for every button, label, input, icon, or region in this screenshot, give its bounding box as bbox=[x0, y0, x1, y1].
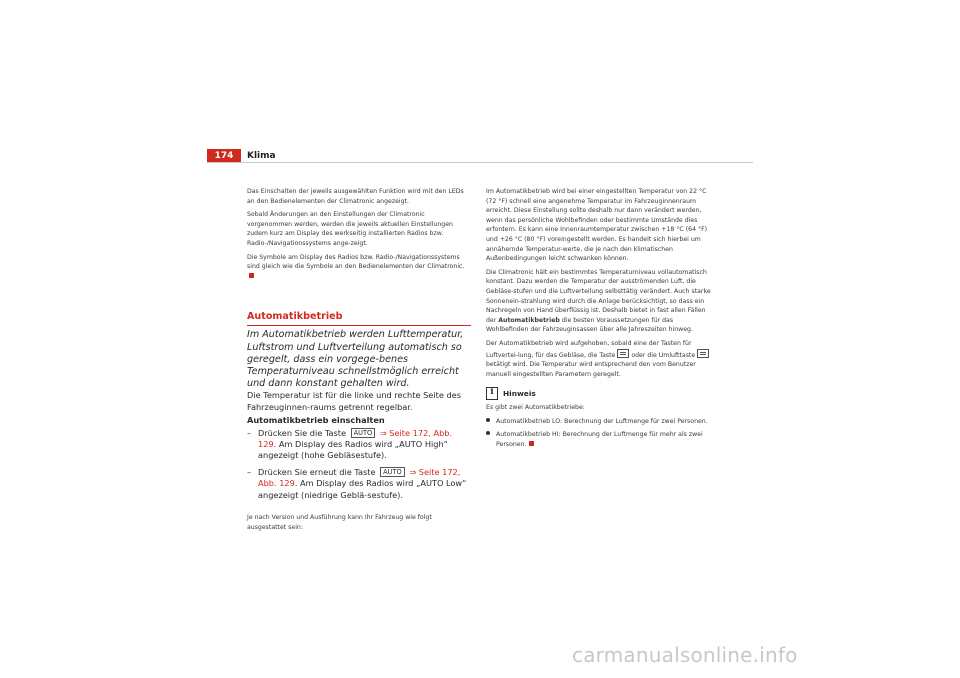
paragraph-climatronic-end: die besten Voraussetzungen für das Wohlbefinden der Fahrzeuginsassen über alle Jahreszeiten hinweg. bbox=[486, 316, 693, 334]
auto-key-icon: AUTO bbox=[351, 428, 376, 438]
step-text bbox=[258, 467, 471, 501]
right-column bbox=[486, 187, 712, 450]
paragraph-led-info: Das Einschalten der jeweils ausgewählten Funktion wird mit den LEDs an den Bedienelementen der Climatronic angezeigt. bbox=[247, 188, 464, 205]
list-item-text-wrap bbox=[496, 430, 712, 449]
automatikbetrieb-emphasis: Automatikbetrieb bbox=[498, 316, 560, 324]
header-rule bbox=[207, 162, 753, 163]
step-dash: – bbox=[247, 466, 252, 477]
list-item bbox=[486, 430, 712, 449]
steps-heading: Automatikbetrieb einschalten bbox=[247, 415, 385, 426]
paragraph-cancel-start: Der Automatikbetrieb wird aufgehoben, sobald eine der Tasten für Luftvertei-lung, für das Gebläse, die Taste bbox=[486, 339, 692, 359]
note-box bbox=[486, 387, 712, 449]
bullet-icon bbox=[486, 430, 496, 449]
paragraph-temperature: Im Automatikbetrieb wird bei einer eingestellten Temperatur von 22 °C (72 °F) schnell eine angenehme Temperatur im Fahrzeuginnenraum erreicht. Diese Einstellung sollte deshalb nur dann verändert werden, wenn das persönliche Wohlbefinden oder bestimmte Umstände dies erfordern. Es kann eine Innenraumtemperatur zwischen +18 °C (64 °F) und +26 °C (80 °F) voreingestellt werden. Es handelt sich hierbei um annähernde Temperatur-werte, die je nach den klimatischen Außenbedingungen leicht schwanken können. bbox=[486, 188, 708, 263]
body-paragraph: Die Temperatur ist für die linke und rechte Seite des Fahrzeuginnen-raums getrennt regelbar. bbox=[247, 390, 461, 412]
paragraph-cancel-mid: oder die Umlufttaste bbox=[631, 351, 696, 359]
step-text bbox=[258, 428, 471, 462]
paragraph-climatronic bbox=[486, 268, 712, 335]
bullet-icon bbox=[486, 417, 496, 427]
step-text-end: . Am Display des Radios wird „AUTO High“ angezeigt (hohe Gebläsestufe). bbox=[258, 438, 448, 461]
page-reference-link[interactable]: ⇒ Seite 172, Abb. 129 bbox=[258, 466, 461, 489]
end-marker-icon bbox=[249, 273, 254, 278]
note-text: Es gibt zwei Automatikbetriebe: bbox=[486, 404, 585, 412]
list-item bbox=[486, 417, 712, 427]
section-heading-automatikbetrieb: Automatikbetrieb bbox=[247, 311, 471, 326]
defrost-key-icon bbox=[617, 349, 629, 358]
paragraph-cancel-end: betätigt wird. Die Temperatur wird entsprechend den vom Benutzer manuell eingestellten Parametern geregelt. bbox=[486, 361, 696, 378]
left-column bbox=[247, 187, 471, 532]
info-icon bbox=[486, 387, 498, 400]
section-intro: Im Automatikbetrieb werden Lufttemperatur, Luftstrom und Luftverteilung automatisch so geregelt, dass ein vorgege-benes Temperaturniveau schnellstmöglich erreicht und dann konstant gehalten wird. bbox=[247, 329, 464, 390]
step-item bbox=[247, 428, 471, 462]
paragraph-display-info: Sobald Änderungen an den Einstellungen der Climatronic vorgenommen werden, werden die jeweils aktuellen Einstellungen zudem kurz am Display des werkseitig installierten Radios bzw. Radio-/Navigationssystems ange-zeigt. bbox=[247, 211, 453, 247]
step-text-start: Drücken Sie erneut die Taste bbox=[258, 466, 376, 477]
paragraph-symbols bbox=[247, 253, 471, 282]
page-number: 174 bbox=[207, 149, 241, 163]
paragraph-cancel-auto bbox=[486, 339, 712, 379]
paragraph-symbols-text: Die Symbole am Display des Radios bzw. Radio-/Navigationssystems sind gleich wie die Symbole an den Bedienelementen der Climatronic. bbox=[247, 253, 465, 271]
auto-key-icon: AUTO bbox=[380, 467, 405, 477]
version-note: Je nach Version und Ausführung kann Ihr Fahrzeug wie folgt ausgestattet sein: bbox=[247, 514, 432, 531]
note-title: Hinweis bbox=[503, 389, 536, 399]
paragraph-climatronic-start: Die Climatronic hält ein bestimmtes Temperaturniveau vollautomatisch konstant. Dazu werden die Temperatur der ausströmenden Luft, die Gebläse-stufen und die Luftverteilung selbsttätig verändert. Auch starke Sonnenein-strahlung wird durch die Anlage berücksichtigt, so dass ein Nachregeln von Hand überflüssig ist. Deshalb bietet in fast allen Fällen der bbox=[486, 268, 711, 324]
chapter-title: Klima bbox=[247, 151, 276, 161]
list-item-text: Automatikbetrieb LO: Berechnung der Luftmenge für zwei Personen. bbox=[496, 417, 708, 425]
step-text-end: . Am Display des Radios wird „AUTO Low“ angezeigt (niedrige Geblä-sestufe). bbox=[258, 478, 467, 500]
recirculation-key-icon bbox=[697, 349, 709, 358]
step-dash: – bbox=[247, 427, 252, 438]
watermark: carmanualsonline.info bbox=[572, 643, 798, 667]
list-item-text: Automatikbetrieb HI: Berechnung der Luftmenge für mehr als zwei Personen. bbox=[496, 431, 703, 449]
step-item bbox=[247, 467, 471, 501]
page-reference-link[interactable]: ⇒ Seite 172, Abb. 129 bbox=[258, 427, 453, 449]
end-marker-icon bbox=[529, 441, 534, 446]
note-header bbox=[486, 387, 712, 400]
step-text-start: Drücken Sie die Taste bbox=[258, 427, 347, 438]
